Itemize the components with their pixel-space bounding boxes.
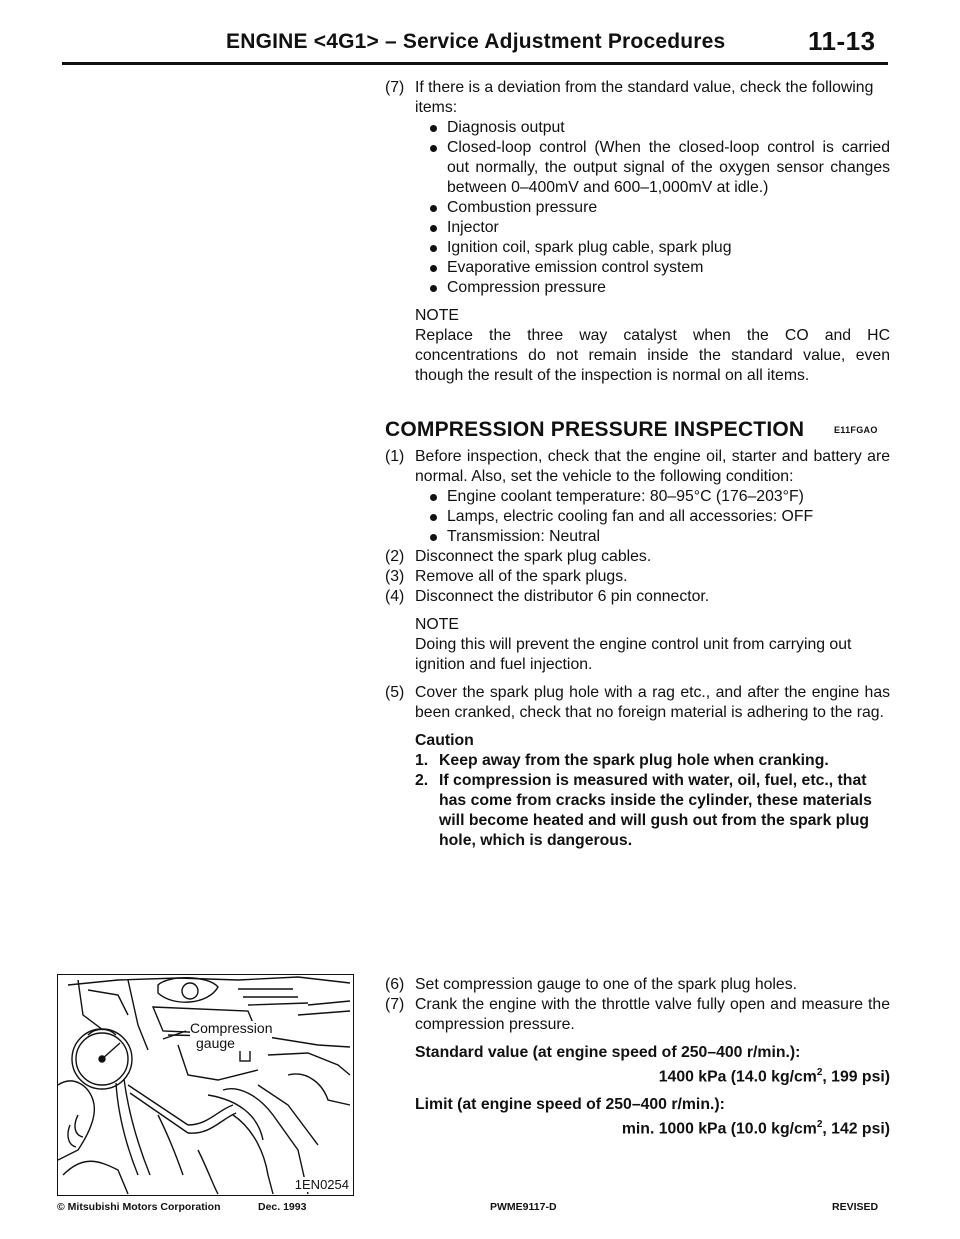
step-text: Crank the engine with the throttle valve fully open and measure the compression pressure.	[415, 996, 890, 1033]
step-number: (2)	[385, 548, 405, 565]
step-4	[385, 587, 890, 675]
condition-list	[415, 487, 890, 547]
standard-value: 1400 kPa (14.0 $kg/cm^2$, 199 psi)	[658, 1067, 890, 1086]
caution-number: 1.	[415, 752, 429, 769]
list-item: Evaporative emission control system	[415, 258, 890, 278]
note-label: NOTE	[415, 616, 459, 633]
section-code: E11FGAO	[834, 425, 878, 435]
limit-value: min. 1000 kPa (10.0 $kg/cm^2$, 142 psi)	[621, 1119, 890, 1138]
caution-text: Keep away from the spark plug hole when cranking.	[439, 752, 829, 769]
step-5	[385, 683, 890, 851]
list-item: Transmission: Neutral	[415, 527, 890, 547]
check-items-list	[415, 118, 890, 298]
caution-list	[415, 751, 890, 851]
step-1	[385, 447, 890, 547]
step-text: Set compression gauge to one of the spark plug holes.	[415, 976, 798, 993]
step-number: (4)	[385, 588, 405, 605]
list-item: Engine coolant temperature: 80–95°C (176–203°F)	[415, 487, 890, 507]
step-text: If there is a deviation from the standard value, check the following items:	[415, 79, 874, 116]
list-item: Lamps, electric cooling fan and all accessories: OFF	[415, 507, 890, 527]
caution-item	[415, 751, 890, 771]
section-title: COMPRESSION PRESSURE INSPECTION	[385, 418, 805, 441]
standard-value-label: Standard value (at engine speed of 250–400 r/min.):	[415, 1044, 801, 1061]
figure-code: 1EN0254	[294, 1177, 349, 1192]
step-text: Before inspection, check that the engine oil, starter and battery are normal. Also, set the vehicle to the following condition:	[415, 448, 890, 485]
step-3	[385, 567, 890, 587]
step-number: (6)	[385, 976, 405, 993]
list-item: Ignition coil, spark plug cable, spark plug	[415, 238, 890, 258]
caution-item	[415, 771, 890, 851]
footer-status: REVISED	[832, 1201, 879, 1213]
step-text: Remove all of the spark plugs.	[415, 568, 628, 585]
step-number: (1)	[385, 448, 405, 465]
step-text: Disconnect the spark plug cables.	[415, 548, 652, 565]
step-7	[385, 995, 890, 1140]
step-number: (5)	[385, 684, 405, 701]
footer-copyright: © Mitsubishi Motors Corporation	[57, 1201, 221, 1213]
note-text: Replace the three way catalyst when the CO and HC concentrations do not remain inside the standard value, even though the result of the inspection is normal on all items.	[415, 327, 890, 384]
step-number: (7)	[385, 79, 405, 96]
step-7-deviation	[385, 78, 890, 386]
limit-value-label: Limit (at engine speed of 250–400 r/min.):	[415, 1096, 725, 1114]
footer-doc-code: PWME9117-D	[490, 1201, 557, 1213]
note-text: Doing this will prevent the engine control unit from carrying out ignition and fuel injection.	[415, 636, 852, 673]
page-header-title: ENGINE <4G1> – Service Adjustment Procedures	[226, 30, 726, 53]
list-item: Diagnosis output	[415, 118, 890, 138]
caution-text: If compression is measured with water, oil, fuel, etc., that has come from cracks inside the cylinder, these materials will become heated and will gush out from the spark plug hole, which is dangerous.	[439, 772, 872, 849]
page-number: 11-13	[808, 26, 876, 56]
caution-number: 2.	[415, 772, 429, 789]
caution-label: Caution	[415, 732, 474, 749]
step-number: (7)	[385, 996, 405, 1013]
note-label: NOTE	[415, 307, 459, 324]
engine-line-drawing	[58, 975, 353, 1195]
footer-date: Dec. 1993	[258, 1201, 307, 1213]
compression-steps	[385, 447, 890, 851]
measurement-steps	[385, 975, 890, 1140]
list-item: Combustion pressure	[415, 198, 890, 218]
list-item: Injector	[415, 218, 890, 238]
step-2	[385, 547, 890, 567]
compression-gauge-illustration	[57, 974, 354, 1196]
list-item: Compression pressure	[415, 278, 890, 298]
step-text: Cover the spark plug hole with a rag etc., and after the engine has been cranked, check that no foreign material is adhering to the rag.	[415, 684, 890, 721]
step-text: Disconnect the distributor 6 pin connector.	[415, 588, 710, 605]
list-item: Closed-loop control (When the closed-loop control is carried out normally, the output signal of the oxygen sensor changes between 0–400mV and 600–1,000mV at idle.)	[415, 138, 890, 198]
compression-gauge-label: Compression gauge	[190, 1020, 273, 1051]
header-rule	[62, 62, 888, 65]
step-6	[385, 975, 890, 995]
deviation-check-block	[385, 78, 890, 386]
step-number: (3)	[385, 568, 405, 585]
